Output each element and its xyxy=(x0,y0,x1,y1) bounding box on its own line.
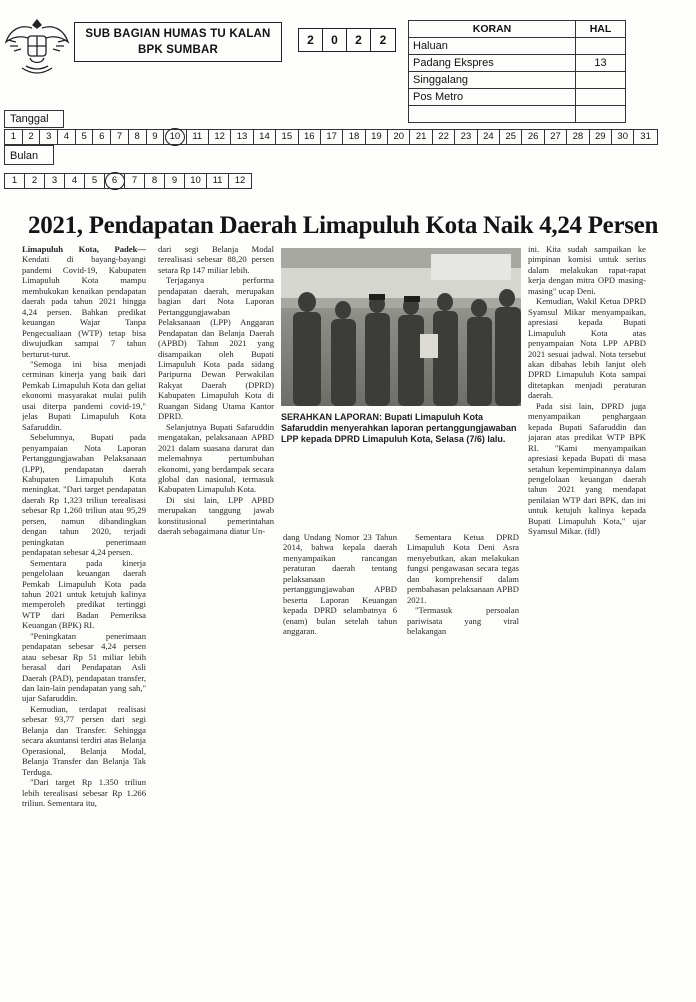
day-cell-31: 31 xyxy=(640,131,651,142)
month-cell-6: 6 xyxy=(105,174,125,188)
news-clipping xyxy=(18,206,659,854)
paragraph: Sementara pada kinerja pengelolaan keuangan daerah Pemkab Limapuluh Kota pada tahun 2021 untuk ketujuh kalinya memperoleh predikat tertinggi WTP dari Badan Pemeriksa Keuangan (BPK) RI. xyxy=(22,557,146,631)
month-cell-10: 10 xyxy=(185,174,207,188)
year-digit: 2 xyxy=(347,29,371,51)
day-cell-19: 19 xyxy=(366,130,388,144)
day-cell-10: 10 xyxy=(164,130,186,144)
month-cell-8: 8 xyxy=(145,174,165,188)
paragraph-text: Kendati di bayang-bayangi pandemi Covid-19, Kabupaten Limapuluh Kota mampu membukukan kenaikan pendapatan daerah pada tahun 2021 hingga 4,24 persen. Bahkan predikat keuangan Wajar Tanpa Pengecualiaan (WTP) tetap bisa diwujudkan sampai 7 tahun berturut-turut. xyxy=(22,254,146,359)
photo-scene xyxy=(281,248,521,406)
month-cell-2: 2 xyxy=(25,174,45,188)
month-cell-5: 5 xyxy=(85,174,105,188)
office-label-box xyxy=(74,22,282,62)
dateline: Limapuluh Kota, Padek— xyxy=(22,244,146,254)
table-row xyxy=(409,38,626,55)
page-number xyxy=(576,38,626,55)
day-cell-13: 13 xyxy=(231,130,253,144)
paragraph: "Semoga ini bisa menjadi cerminan kinerja yang baik dari Pemkab Limapuluh Kota dan geliat ekonomi masyarakat mulai pulih usai diterpa pandemi covid-19," jelas Bupati Limapuluh Kota Safaruddin. xyxy=(22,358,146,432)
month-cell-7: 7 xyxy=(125,174,145,188)
newspaper-name xyxy=(409,106,576,123)
paragraph: "Dari target Rp 1.350 triliun lebih terealisasi sebesar Rp 1.266 triliun. Sementara itu, xyxy=(22,777,146,809)
day-cell-28: 28 xyxy=(567,130,589,144)
paragraph: "Termasuk persoalan pariwisata yang viral belakangan xyxy=(407,605,519,637)
newspaper-name: Singgalang xyxy=(409,72,576,89)
day-cell-16: 16 xyxy=(299,130,321,144)
month-cell-3: 3 xyxy=(45,174,65,188)
newspaper-table xyxy=(408,20,626,123)
table-row xyxy=(409,72,626,89)
day-cell-3: 3 xyxy=(40,130,58,144)
paragraph: "Peningkatan penerimaan pendapatan sebesar 4,24 persen atau sebesar Rp 51 miliar lebih berasal dari Pendapatan Asli Daerah (PAD), pendapatan transfer, dan lain-lain pendapatan yang sah," ujar Safaruddin. xyxy=(22,630,146,704)
page-number xyxy=(576,89,626,106)
day-cell-4: 4 xyxy=(58,130,76,144)
month-cell-9: 9 xyxy=(165,174,185,188)
table-row xyxy=(409,106,626,123)
bulan-label: Bulan xyxy=(4,145,54,165)
article-column-3 xyxy=(283,532,397,660)
month-cell-1: 1 xyxy=(5,174,25,188)
day-cell-22: 22 xyxy=(433,130,455,144)
day-cell-24: 24 xyxy=(478,130,500,144)
paragraph: Kemudian, terdapat realisasi sebesar 93,77 persen dari segi Belanja dan Transfer. Sehingga secara akuntansi terdiri atas Belanja Operasional, Belanja Modal, Belanja Transfer dan Belanja Tak Terduga. xyxy=(22,703,146,777)
day-cell-1: 1 xyxy=(5,130,23,144)
article-column-4 xyxy=(407,532,519,644)
article-column-5 xyxy=(528,244,646,562)
month-cell-11: 11 xyxy=(207,174,229,188)
paragraph: Kemudian, Wakil Ketua DPRD Syamsul Mikar menyampaikan, apresiasi kepada Bupati Limapuluh Kota atas penyampaian Nota LPP APBD 2021 sesuai jadwal. Nota tersebut akan dibahas lebih lanjut oleh DPRD Limapuluh Kota sampai ditetapkan menjadi peraturan daerah. xyxy=(528,296,646,401)
tanggal-label: Tanggal xyxy=(4,110,64,128)
day-cell-17: 17 xyxy=(321,130,343,144)
day-cell-23: 23 xyxy=(455,130,477,144)
day-cell-20: 20 xyxy=(388,130,410,144)
newspaper-name: Padang Ekspres xyxy=(409,55,576,72)
year-digit: 2 xyxy=(299,29,323,51)
paragraph: Selanjutnya Bupati Safaruddin mengatakan, pelaksanaan APBD 2021 dalam suasana darurat dan melemahnya pertumbuhan ekonomi, yang berdampak secara global dan nasional, termasuk Kabupaten Limapuluh Kota. xyxy=(158,421,274,495)
article-column-1 xyxy=(22,244,146,849)
paragraph: Sementara Ketua DPRD Limapuluh Kota Deni Asra menyebutkan, akan melakukan fungsi pengawasan secara tegas dan komprehensif dalam pembahasan pelaksanaan APBD 2021. xyxy=(407,532,519,605)
office-name: SUB BAGIAN HUMAS TU KALAN xyxy=(85,28,271,40)
day-cell-8: 8 xyxy=(129,130,147,144)
newspaper-name: Pos Metro xyxy=(409,89,576,106)
paragraph: Di sisi lain, LPP APBD merupakan tanggung jawab konstitusional pemerintahan daerah sebagaimana diatur Un- xyxy=(158,494,274,537)
caption-text: Bupati Limapuluh Kota Safaruddin menyerahkan laporan pertanggungjawaban LPP kepada DPRD Limapuluh Kota, Selasa (7/6) lalu. xyxy=(281,412,517,444)
day-cell-18: 18 xyxy=(343,130,365,144)
paragraph: Terjaganya performa pendapatan daerah, merupakan bagian dari Nota Laporan Pertanggungjawaban Pelaksanaan (LPP) Anggaran Pendapatan dan Belanja Daerah (APBD) Tahun 2021 yang disampaikan oleh Bupati Limapuluh Kota pada sidang Paripurna Dewan Perwakilan Rakyat Daerah (DPRD) Kabupaten Limapuluh Kota di Ruangan Sidang Utama Kantor DPRD. xyxy=(158,275,274,422)
month-cell-4: 4 xyxy=(65,174,85,188)
headline: 2021, Pendapatan Daerah Limapuluh Kota Naik 4,24 Persen xyxy=(28,212,659,239)
day-cell-11: 11 xyxy=(187,130,209,144)
day-cell-9: 9 xyxy=(147,130,165,144)
year-box xyxy=(298,28,396,52)
page-number xyxy=(576,72,626,89)
day-cell-26: 26 xyxy=(522,130,544,144)
day-cell-14: 14 xyxy=(254,130,276,144)
day-selector xyxy=(4,129,658,145)
koran-header: KORAN xyxy=(409,21,576,38)
table-header-row xyxy=(409,21,626,38)
office-unit: BPK SUMBAR xyxy=(138,44,218,56)
day-cell-21: 21 xyxy=(410,130,432,144)
paragraph: Pada sisi lain, DPRD juga menyampaikan penghargaan kepada Bupati Safaruddin dan jajaran atas predikat WTP BPK RI. "Kami menyampaikan apresiasi kepada Bupati di masa setahun kepemimpinannya dalam pengelolaan keuangan daerah tahun 2021 yang mendapat penilaian WTP dari BPK, dan ini untuk ketujuh kalinya kepada Bupati Limapuluh Kota," ujar Syamsul Mikar. (fdl) xyxy=(528,400,646,537)
day-cell-15: 15 xyxy=(276,130,298,144)
day-cell-7: 7 xyxy=(111,130,129,144)
day-cell-5: 5 xyxy=(76,130,94,144)
day-cell-29: 29 xyxy=(590,130,612,144)
paragraph: Sebelumnya, Bupati pada penyampaian Nota Laporan Pertanggungjawaban Pelaksanaan (LPP), pendapatan daerah Kabupaten Limapuluh Kota meningkat. "Dari target pendapatan daerah Rp 1,323 triliun terealisasi sebesar Rp 1,260 triliun atau 95,29 persen, namun dibandingkan dengan tahun 2020, terjadi peningkatan penerimaan pendapatan sebesar 4,24 persen. xyxy=(22,432,146,558)
article-column-2 xyxy=(158,244,274,558)
caption-lead: SERAHKAN LAPORAN: xyxy=(281,412,382,422)
page-number: 13 xyxy=(576,55,626,72)
hal-header: HAL xyxy=(576,21,626,38)
photo-caption xyxy=(281,412,523,445)
page-number xyxy=(576,106,626,123)
garuda-emblem-icon xyxy=(2,6,72,86)
table-row xyxy=(409,55,626,72)
year-digit: 0 xyxy=(323,29,347,51)
day-cell-27: 27 xyxy=(545,130,567,144)
newspaper-name: Haluan xyxy=(409,38,576,55)
day-cell-30: 30 xyxy=(612,130,634,144)
paragraph xyxy=(22,244,146,359)
paragraph: ini. Kita sudah sampaikan ke pimpinan komisi untuk serius dalam melakukan rapat-rapat kerja dengan mitra OPD masing-masing" ucap Deni. xyxy=(528,244,646,296)
table-row xyxy=(409,89,626,106)
year-digit: 2 xyxy=(379,33,387,47)
day-cell-6: 6 xyxy=(93,130,111,144)
paragraph: dari segi Belanja Modal terealisasi sebesar 88,20 persen setara Rp 147 miliar lebih. xyxy=(158,244,274,275)
day-cell-2: 2 xyxy=(23,130,41,144)
month-selector xyxy=(4,173,252,189)
paragraph: dang Undang Nomor 23 Tahun 2014, bahwa kepala daerah menyampaikan rancangan peraturan daerah tentang pelaksanaan pertanggungjawaban APBD beserta Laporan Keuangan kepada DPRD selambatnya 6 (enam) bulan setelah tahun anggaran. xyxy=(283,532,397,637)
day-cell-12: 12 xyxy=(209,130,231,144)
day-cell-25: 25 xyxy=(500,130,522,144)
month-cell-12: 12 xyxy=(234,175,246,186)
news-photo xyxy=(281,248,521,406)
